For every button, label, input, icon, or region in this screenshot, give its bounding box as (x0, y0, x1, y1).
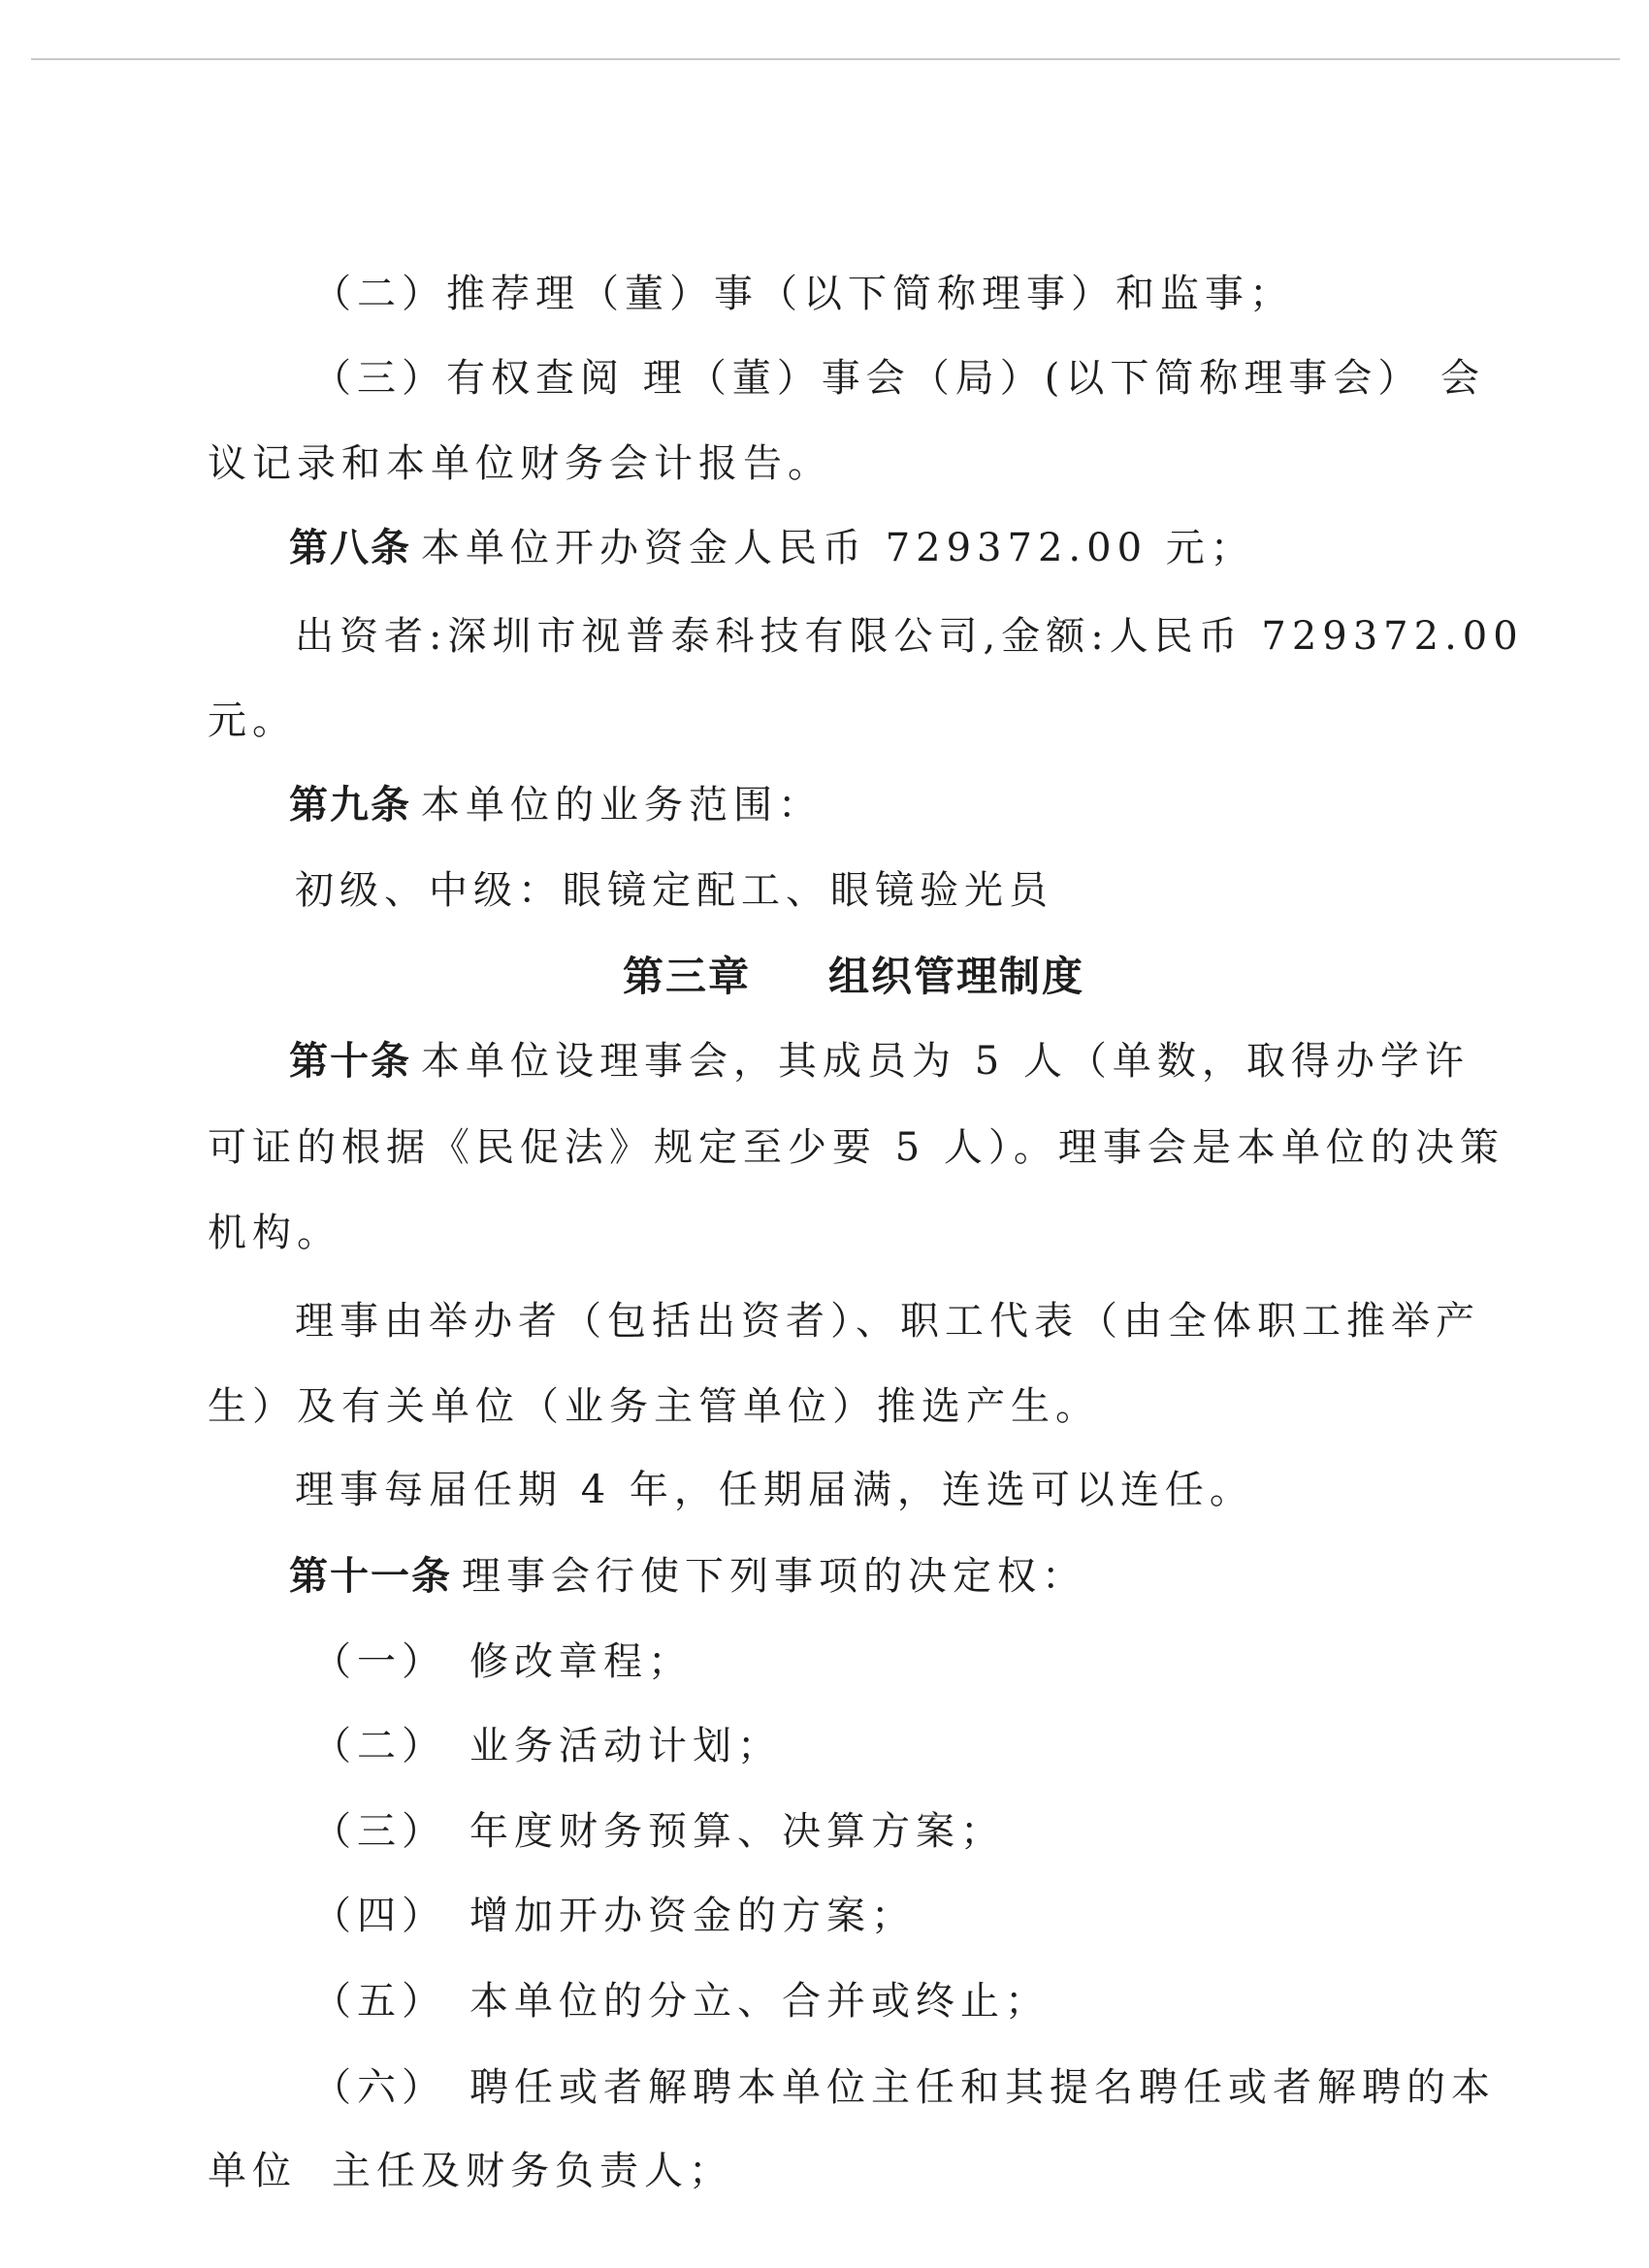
article-10-line (289, 1036, 1470, 1086)
item-3-number: （三） (312, 1809, 446, 1854)
article-10-end-text: 机构。 (208, 1211, 341, 1255)
item-5-text: 本单位的分立、合并或终止； (469, 1979, 1050, 2024)
chapter-heading (623, 951, 1084, 1003)
article-8-line (289, 523, 1255, 573)
council-members-text: 理事由举办者（包括出资者）、职工代表（由全体职工推举产 (295, 1299, 1480, 1344)
article-9-heading: 第九条 (289, 783, 411, 827)
investor-cont-line (208, 696, 297, 746)
item-1-text: 修改章程； (469, 1639, 693, 1684)
item-1-line (312, 1636, 693, 1687)
clause-3-cont-text: 议记录和本单位财务会计报告。 (208, 441, 832, 486)
article-11-text: 理事会行使下列事项的决定权： (462, 1554, 1086, 1599)
item-2-line (312, 1721, 782, 1771)
item-5-number: （五） (312, 1979, 446, 2024)
term-text: 理事每届任期 4 年，任期届满，连选可以连任。 (295, 1468, 1254, 1512)
clause-2-line (312, 269, 1294, 319)
article-10-text: 本单位设理事会，其成员为 5 人（单数，取得办学许 (421, 1039, 1470, 1084)
clause-3-text: （三）有权查阅 理（董）事会（局）(以下简称理事会） 会 (312, 356, 1486, 401)
clause-2-text: （二）推荐理（董）事（以下简称理事）和监事； (312, 272, 1294, 316)
investor-line (295, 611, 1524, 662)
investor-cont-text: 元。 (208, 698, 297, 743)
item-3-line (312, 1806, 1005, 1857)
article-8-text: 本单位开办资金人民币 729372.00 元； (421, 526, 1255, 570)
council-members-cont-line (208, 1381, 1100, 1432)
article-10-end-line (208, 1208, 341, 1258)
article-11-line (289, 1551, 1086, 1602)
item-6-line (312, 2062, 1496, 2113)
investor-text: 出资者:深圳市视普泰科技有限公司,金额:人民币 729372.00 (295, 614, 1524, 659)
council-members-cont-text: 生）及有关单位（业务主管单位）推选产生。 (208, 1384, 1100, 1429)
business-scope-line (295, 865, 1053, 916)
article-9-text: 本单位的业务范围： (421, 783, 823, 827)
item-6-text: 聘任或者解聘本单位主任和其提名聘任或者解聘的本 (469, 2065, 1496, 2110)
business-scope-text: 初级、中级：眼镜定配工、眼镜验光员 (295, 868, 1053, 913)
article-11-heading: 第十一条 (289, 1554, 452, 1599)
article-10-cont-text: 可证的根据《民促法》规定至少要 5 人）。理事会是本单位的决策 (208, 1125, 1504, 1170)
chapter-number: 第三章 (623, 953, 752, 1000)
clause-3-cont-line (208, 438, 832, 489)
article-8-heading: 第八条 (289, 526, 411, 570)
item-1-number: （一） (312, 1639, 446, 1684)
clause-3-line (312, 353, 1485, 404)
scan-top-edge (31, 58, 1620, 60)
article-9-line (289, 780, 823, 830)
item-3-text: 年度财务预算、决算方案； (469, 1809, 1005, 1854)
item-6-cont-part-a: 单位 (208, 2149, 297, 2193)
council-members-line (295, 1296, 1480, 1346)
article-10-cont-line (208, 1122, 1504, 1173)
article-10-heading: 第十条 (289, 1039, 411, 1084)
item-4-number: （四） (312, 1894, 446, 1938)
item-6-number: （六） (312, 2065, 446, 2110)
term-line (295, 1465, 1254, 1515)
chapter-title: 组织管理制度 (828, 953, 1085, 1000)
item-5-line (312, 1976, 1050, 2026)
item-4-text: 增加开办资金的方案； (469, 1894, 916, 1938)
item-6-cont-line (208, 2146, 733, 2196)
item-2-number: （二） (312, 1724, 446, 1768)
item-2-text: 业务活动计划； (469, 1724, 782, 1768)
item-6-cont-part-b: 主任及财务负责人； (332, 2149, 733, 2193)
item-4-line (312, 1891, 916, 1941)
